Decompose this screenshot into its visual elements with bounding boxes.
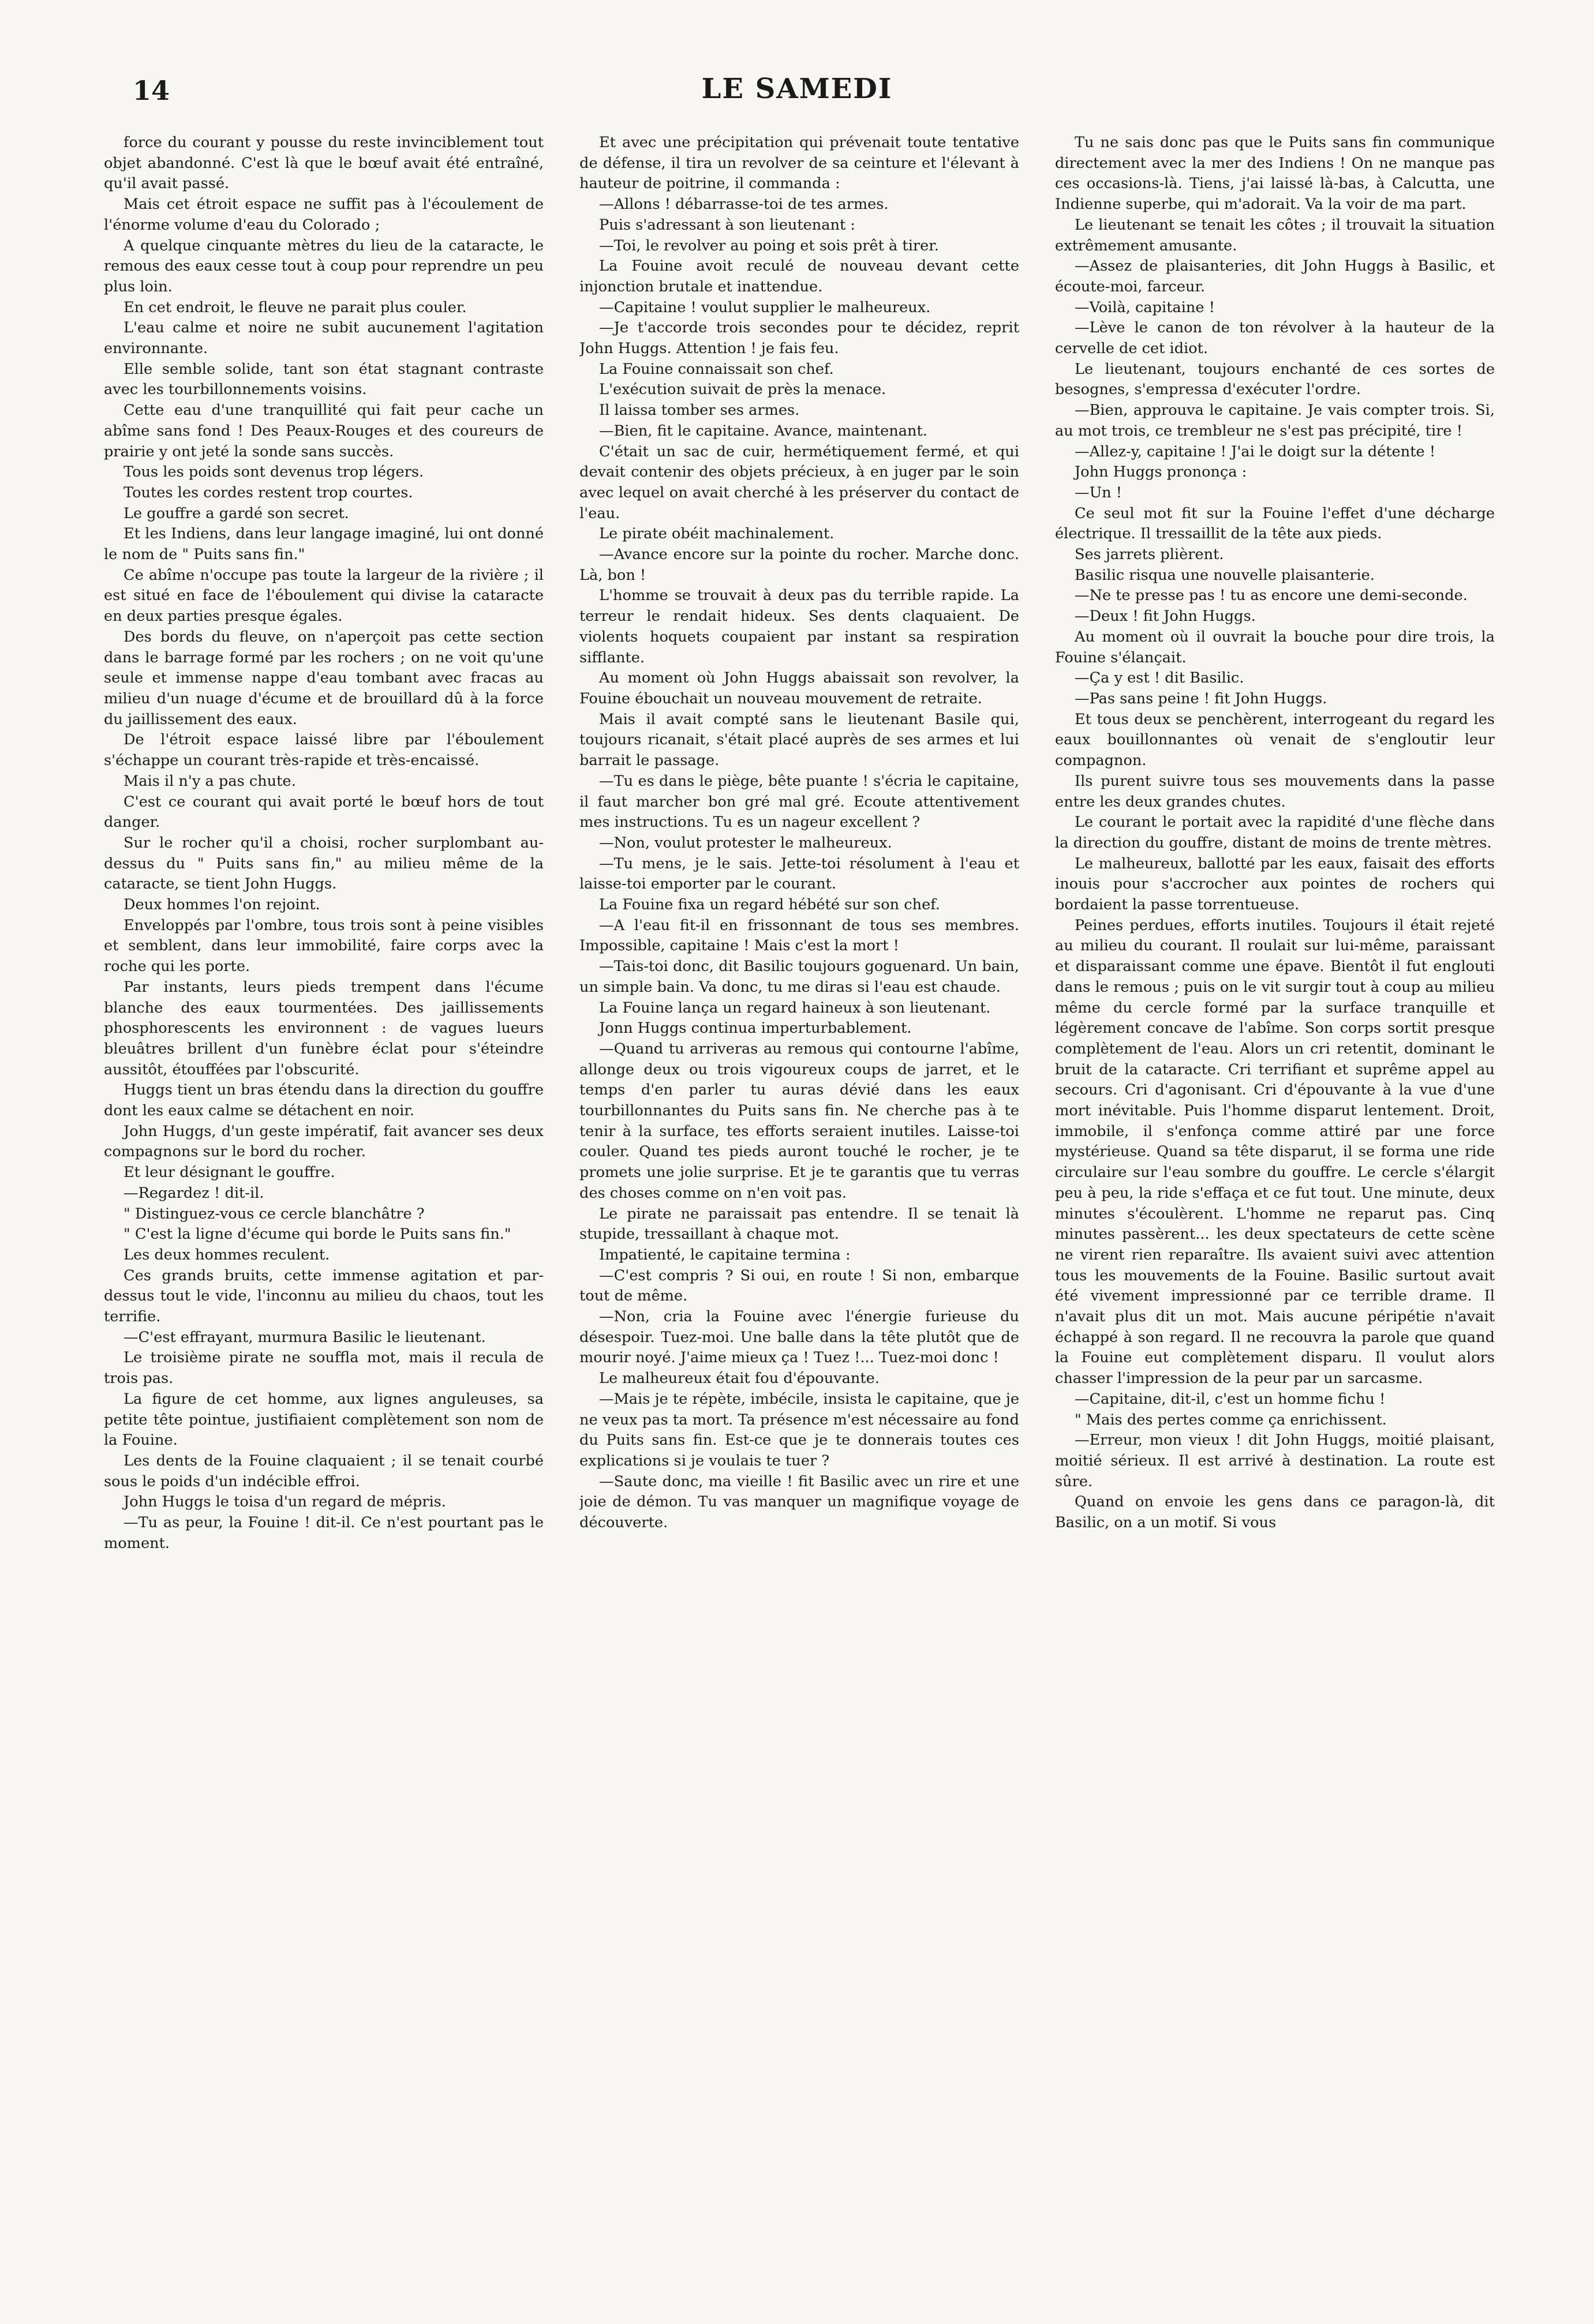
- paragraph: Ses jarrets plièrent.: [1075, 546, 1224, 564]
- paragraph: Huggs tient un bras étendu dans la direction du gouffre dont les eaux calme se détachent en noir.: [104, 1081, 544, 1120]
- paragraph: Jonn Huggs continua imperturbablement.: [599, 1019, 912, 1037]
- paragraph: Quand on envoie les gens dans ce paragon-là, dit Basilic, on a un motif. Si vous: [1055, 1493, 1495, 1532]
- paragraph: Mais il n'y a pas chute.: [124, 772, 296, 790]
- paragraph: —Avance encore sur la pointe du rocher. Marche donc. Là, bon !: [579, 546, 1019, 584]
- paragraph: Deux hommes l'on rejoint.: [124, 896, 320, 914]
- paragraph: Les dents de la Fouine claquaient ; il se tenait courbé sous le poids d'un indécible effroi.: [104, 1452, 544, 1490]
- paragraph: Impatienté, le capitaine termina :: [599, 1246, 851, 1264]
- paragraph: La Fouine connaissait son chef.: [599, 360, 834, 378]
- paragraph: —Non, cria la Fouine avec l'énergie furieuse du désespoir. Tuez-moi. Une balle dans la tête plutôt que de mourir noyé. J'aime mieux ça ! Tuez !... Tuez-moi donc !: [579, 1308, 1019, 1367]
- paragraph: —Toi, le revolver au poing et sois prêt à tirer.: [599, 237, 939, 254]
- paragraph: —Erreur, mon vieux ! dit John Huggs, moitié plaisant, moitié sérieux. Il est arrivé à destination. La route est sûre.: [1055, 1431, 1495, 1490]
- paragraph: A quelque cinquante mètres du lieu de la cataracte, le remous des eaux cesse tout à coup pour reprendre un peu plus loin.: [104, 237, 544, 295]
- paragraph: —Regardez ! dit-il.: [124, 1184, 264, 1202]
- paragraph: " C'est la ligne d'écume qui borde le Puits sans fin.": [124, 1225, 511, 1243]
- paragraph: Ce abîme n'occupe pas toute la largeur de la rivière ; il est situé en face de l'éboulement qui divise la cataracte en deux parties presque égales.: [104, 566, 544, 625]
- paragraph: C'est ce courant qui avait porté le bœuf hors de tout danger.: [104, 793, 544, 831]
- paragraph: La Fouine fixa un regard hébété sur son chef.: [599, 896, 940, 914]
- column-middle: [579, 133, 1019, 2279]
- paragraph: De l'étroit espace laissé libre par l'éboulement s'échappe un courant très-rapide et très-encaissé.: [104, 731, 544, 770]
- paragraph: La Fouine lança un regard haineux à son lieutenant.: [599, 999, 991, 1017]
- paragraph: —Saute donc, ma vieille ! fit Basilic avec un rire et une joie de démon. Tu vas manquer un magnifique voyage de découverte.: [579, 1472, 1019, 1532]
- paragraph: —Allez-y, capitaine ! J'ai le doigt sur la détente !: [1075, 443, 1436, 460]
- paragraph: —Tu es dans le piège, bête puante ! s'écria le capitaine, il faut marcher bon gré mal gré. Ecoute attentivement mes instructions. Tu es un nageur excellent ?: [579, 772, 1019, 831]
- paragraph: Le malheureux, ballotté par les eaux, faisait des efforts inouis pour s'accrocher aux pointes de rochers qui bordaient la passe torrentueuse.: [1055, 854, 1495, 914]
- paragraph: —Non, voulut protester le malheureux.: [599, 834, 892, 852]
- paragraph: John Huggs prononça :: [1075, 463, 1247, 481]
- paragraph: Et avec une précipitation qui prévenait toute tentative de défense, il tira un revolver de sa ceinture et l'élevant à hauteur de poitrine, il commanda :: [579, 134, 1019, 193]
- paragraph: —Capitaine, dit-il, c'est un homme fichu !: [1075, 1390, 1386, 1408]
- paragraph: En cet endroit, le fleuve ne parait plus couler.: [124, 298, 467, 316]
- page-number: 14: [133, 75, 170, 106]
- paragraph: Sur le rocher qu'il a choisi, rocher surplombant au-dessus du " Puits sans fin," au milieu même de la cataracte, se tient John Huggs.: [104, 834, 544, 893]
- paragraph: Mais il avait compté sans le lieutenant Basile qui, toujours ricanait, s'était placé auprès de ses armes et lui barrait le passage.: [579, 710, 1019, 770]
- paragraph: Enveloppés par l'ombre, tous trois sont à peine visibles et semblent, dans leur immobilité, faire corps avec la roche qui les porte.: [104, 916, 544, 976]
- paragraph: L'homme se trouvait à deux pas du terrible rapide. La terreur le rendait hideux. Ses dents claquaient. De violents hoquets coupaient par instant sa respiration sifflante.: [579, 587, 1019, 666]
- paragraph: force du courant y pousse du reste invinciblement tout objet abandonné. C'est là que le bœuf avait été entraîné, qu'il avait passé.: [104, 134, 544, 193]
- paragraph: —Pas sans peine ! fit John Huggs.: [1075, 689, 1327, 707]
- paragraph: Le troisième pirate ne souffla mot, mais il recula de trois pas.: [104, 1349, 544, 1388]
- paragraph: John Huggs, d'un geste impératif, fait avancer ses deux compagnons sur le bord du rocher.: [104, 1122, 544, 1161]
- paragraph: —Voilà, capitaine !: [1075, 298, 1215, 316]
- paragraph: —Je t'accorde trois secondes pour te décidez, reprit John Huggs. Attention ! je fais feu.: [579, 319, 1019, 358]
- paragraph: Au moment où John Huggs abaissait son revolver, la Fouine ébouchait un nouveau mouvement de retraite.: [579, 669, 1019, 707]
- paragraph: La Fouine avoit reculé de nouveau devant cette injonction brutale et inattendue.: [579, 257, 1019, 295]
- paragraph: —Bien, approuva le capitaine. Je vais compter trois. Si, au mot trois, ce trembleur ne s'est pas précipité, tire !: [1055, 402, 1495, 440]
- paragraph: Ils purent suivre tous ses mouvements dans la passe entre les deux grandes chutes.: [1055, 772, 1495, 811]
- paragraph: Et les Indiens, dans leur langage imaginé, lui ont donné le nom de " Puits sans fin.": [104, 525, 544, 564]
- paragraph: —Quand tu arriveras au remous qui contourne l'abîme, allonge deux ou trois vigoureux coups de jarret, et le temps d'en parler tu auras dévié dans les eaux tourbillonnantes du Puits sans fin. Ne cherche pas à te tenir à la surface, tes efforts seraient inutiles. Laisse-toi couler. Quand tes pieds auront touché le rocher, je te promets une jolie surprise. Et je te garantis que tu verras des choses comme on n'en voit pas.: [579, 1040, 1019, 1202]
- paragraph: —Ne te presse pas ! tu as encore une demi-seconde.: [1075, 587, 1468, 605]
- paragraph: Ce seul mot fit sur la Fouine l'effet d'une décharge électrique. Il tressaillit de la tête aux pieds.: [1055, 504, 1495, 543]
- paragraph: Tu ne sais donc pas que le Puits sans fin communique directement avec la mer des Indiens ! On ne manque pas ces occasions-là. Tiens, j'ai laissé là-bas, à Calcutta, une Indienne superbe, qui m'adorait. Va la voir de ma part.: [1055, 134, 1495, 213]
- paragraph: Toutes les cordes restent trop courtes.: [124, 483, 413, 501]
- column-right: [1055, 133, 1495, 2279]
- paragraph: Peines perdues, efforts inutiles. Toujours il était rejeté au milieu du courant. Il roulait sur lui-même, paraissant et disparaissant comme une épave. Bientôt il fut englouti dans le remous ; puis on le vit surgir tout à coup au milieu même du cercle formé par la surface tranquille et légèrement concave de l'abîme. Son corps sortit presque complètement de l'eau. Alors un cri retentit, dominant le bruit de la cataracte. Cri terrifiant et suprême appel au secours. Cri d'agonisant. Cri d'épouvante à la vue d'une mort inévitable. Puis l'homme disparut lentement. Droit, immobile, il s'enfonça comme attiré par une force mystérieuse. Quand sa tête disparut, il se forma une ride circulaire sur l'eau sombre du gouffre. Le cercle s'élargit peu à peu, la ride s'effaça et ce fut tout. Une minute, deux minutes s'écoulèrent. L'homme ne reparut pas. Cinq minutes passèrent... les deux spectateurs de cette scène ne virent rien reparaître. Ils avaient suivi avec attention tous les mouvements de la Fouine. Basilic surtout avait été vivement impressionné par ce terrible drame. Il n'avait plus dit un mot. Mais aucune péripétie n'avait échappé à son regard. Il ne recouvra la parole que quand la Fouine eut complètement disparu. Il voulut alors chasser l'impression de la peur par un sarcasme.: [1055, 916, 1495, 1388]
- paragraph: Le lieutenant se tenait les côtes ; il trouvait la situation extrêmement amusante.: [1055, 216, 1495, 254]
- paragraph: —Ça y est ! dit Basilic.: [1075, 669, 1244, 687]
- paragraph: Le courant le portait avec la rapidité d'une flèche dans la direction du gouffre, distant de moins de trente mètres.: [1055, 814, 1495, 852]
- paragraph: L'eau calme et noire ne subit aucunement l'agitation environnante.: [104, 319, 544, 358]
- paragraph: Tous les poids sont devenus trop légers.: [124, 463, 424, 481]
- column-left: [104, 133, 544, 2279]
- paragraph: Le pirate obéit machinalement.: [599, 525, 835, 543]
- paragraph: —C'est compris ? Si oui, en route ! Si non, embarque tout de même.: [579, 1266, 1019, 1305]
- paragraph: Le lieutenant, toujours enchanté de ces sortes de besognes, s'empressa d'exécuter l'ordre.: [1055, 360, 1495, 399]
- paragraph: C'était un sac de cuir, hermétiquement fermé, et qui devait contenir des objets précieux, à en juger par le soin avec lequel on avait cherché à les préserver du contact de l'eau.: [579, 443, 1019, 522]
- journal-title: LE SAMEDI: [701, 73, 893, 105]
- paragraph: Et leur désignant le gouffre.: [124, 1164, 335, 1182]
- paragraph: Les deux hommes reculent.: [124, 1246, 330, 1264]
- paragraph: —Deux ! fit John Huggs.: [1075, 608, 1256, 625]
- paragraph: Puis s'adressant à son lieutenant :: [599, 216, 856, 234]
- paragraph: Au moment où il ouvrait la bouche pour dire trois, la Fouine s'élançait.: [1055, 628, 1495, 666]
- paragraph: —Tais-toi donc, dit Basilic toujours goguenard. Un bain, un simple bain. Va donc, tu me diras si l'eau est chaude.: [579, 958, 1019, 996]
- paragraph: —Bien, fit le capitaine. Avance, maintenant.: [599, 422, 927, 440]
- paragraph: —Capitaine ! voulut supplier le malheureux.: [599, 298, 931, 316]
- paragraph: John Huggs le toisa d'un regard de mépris.: [124, 1493, 446, 1511]
- paragraph: Basilic risqua une nouvelle plaisanterie.: [1075, 566, 1375, 584]
- paragraph: —Assez de plaisanteries, dit John Huggs à Basilic, et écoute-moi, farceur.: [1055, 257, 1495, 295]
- paragraph: Par instants, leurs pieds trempent dans l'écume blanche des eaux tourmentées. Des jaillissements phosphorescents les environnent : de vagues lueurs bleuâtres brillent d'un funèbre éclat pour s'éteindre aussitôt, étouffées par l'obscurité.: [104, 978, 544, 1078]
- paragraph: Et tous deux se penchèrent, interrogeant du regard les eaux bouillonnantes où venait de s'engloutir leur compagnon.: [1055, 710, 1495, 770]
- paragraph: Des bords du fleuve, on n'aperçoit pas cette section dans le barrage formé par les rochers ; on ne voit qu'une seule et immense nappe d'eau tombant avec fracas au milieu d'un nuage d'écume et de brouillard dû à la force du jaillissement des eaux.: [104, 628, 544, 728]
- paragraph: —Un !: [1075, 483, 1122, 501]
- paragraph: —Tu as peur, la Fouine ! dit-il. Ce n'est pourtant pas le moment.: [104, 1514, 544, 1552]
- paragraph: Mais cet étroit espace ne suffit pas à l'écoulement de l'énorme volume d'eau du Colorado ;: [104, 196, 544, 234]
- paragraph: Le gouffre a gardé son secret.: [124, 504, 349, 522]
- paragraph: —Lève le canon de ton révolver à la hauteur de la cervelle de cet idiot.: [1055, 319, 1495, 358]
- paragraph: " Distinguez-vous ce cercle blanchâtre ?: [124, 1205, 425, 1223]
- paragraph: Le malheureux était fou d'épouvante.: [599, 1370, 880, 1388]
- paragraph: —C'est effrayant, murmura Basilic le lieutenant.: [124, 1328, 486, 1346]
- paragraph: Le pirate ne paraissait pas entendre. Il se tenait là stupide, tressaillant à chaque mot.: [579, 1205, 1019, 1243]
- paragraph: La figure de cet homme, aux lignes anguleuses, sa petite tête pointue, justifiaient complètement son nom de la Fouine.: [104, 1390, 544, 1449]
- text-columns: [104, 133, 1495, 2279]
- paragraph: Ces grands bruits, cette immense agitation et par-dessus tout le vide, l'inconnu au milieu du chaos, tout les terrifie.: [104, 1266, 544, 1326]
- paragraph: Il laissa tomber ses armes.: [599, 402, 800, 419]
- paragraph: —A l'eau fit-il en frissonnant de tous ses membres. Impossible, capitaine ! Mais c'est la mort !: [579, 916, 1019, 955]
- paragraph: —Mais je te répète, imbécile, insista le capitaine, que je ne veux pas ta mort. Ta présence m'est nécessaire au fond du Puits sans fin. Est-ce que je te donnerais toutes ces explications si je voulais te tuer ?: [579, 1390, 1019, 1470]
- paragraph: L'exécution suivait de près la menace.: [599, 381, 886, 399]
- paragraph: —Tu mens, je le sais. Jette-toi résolument à l'eau et laisse-toi emporter par le courant.: [579, 854, 1019, 893]
- paragraph: " Mais des pertes comme ça enrichissent.: [1075, 1411, 1387, 1429]
- paragraph: Cette eau d'une tranquillité qui fait peur cache un abîme sans fond ! Des Peaux-Rouges et des coureurs de prairie y ont jeté la sonde sans succès.: [104, 402, 544, 460]
- paragraph: —Allons ! débarrasse-toi de tes armes.: [599, 196, 889, 213]
- paragraph: Elle semble solide, tant son état stagnant contraste avec les tourbillonnements voisins.: [104, 360, 544, 399]
